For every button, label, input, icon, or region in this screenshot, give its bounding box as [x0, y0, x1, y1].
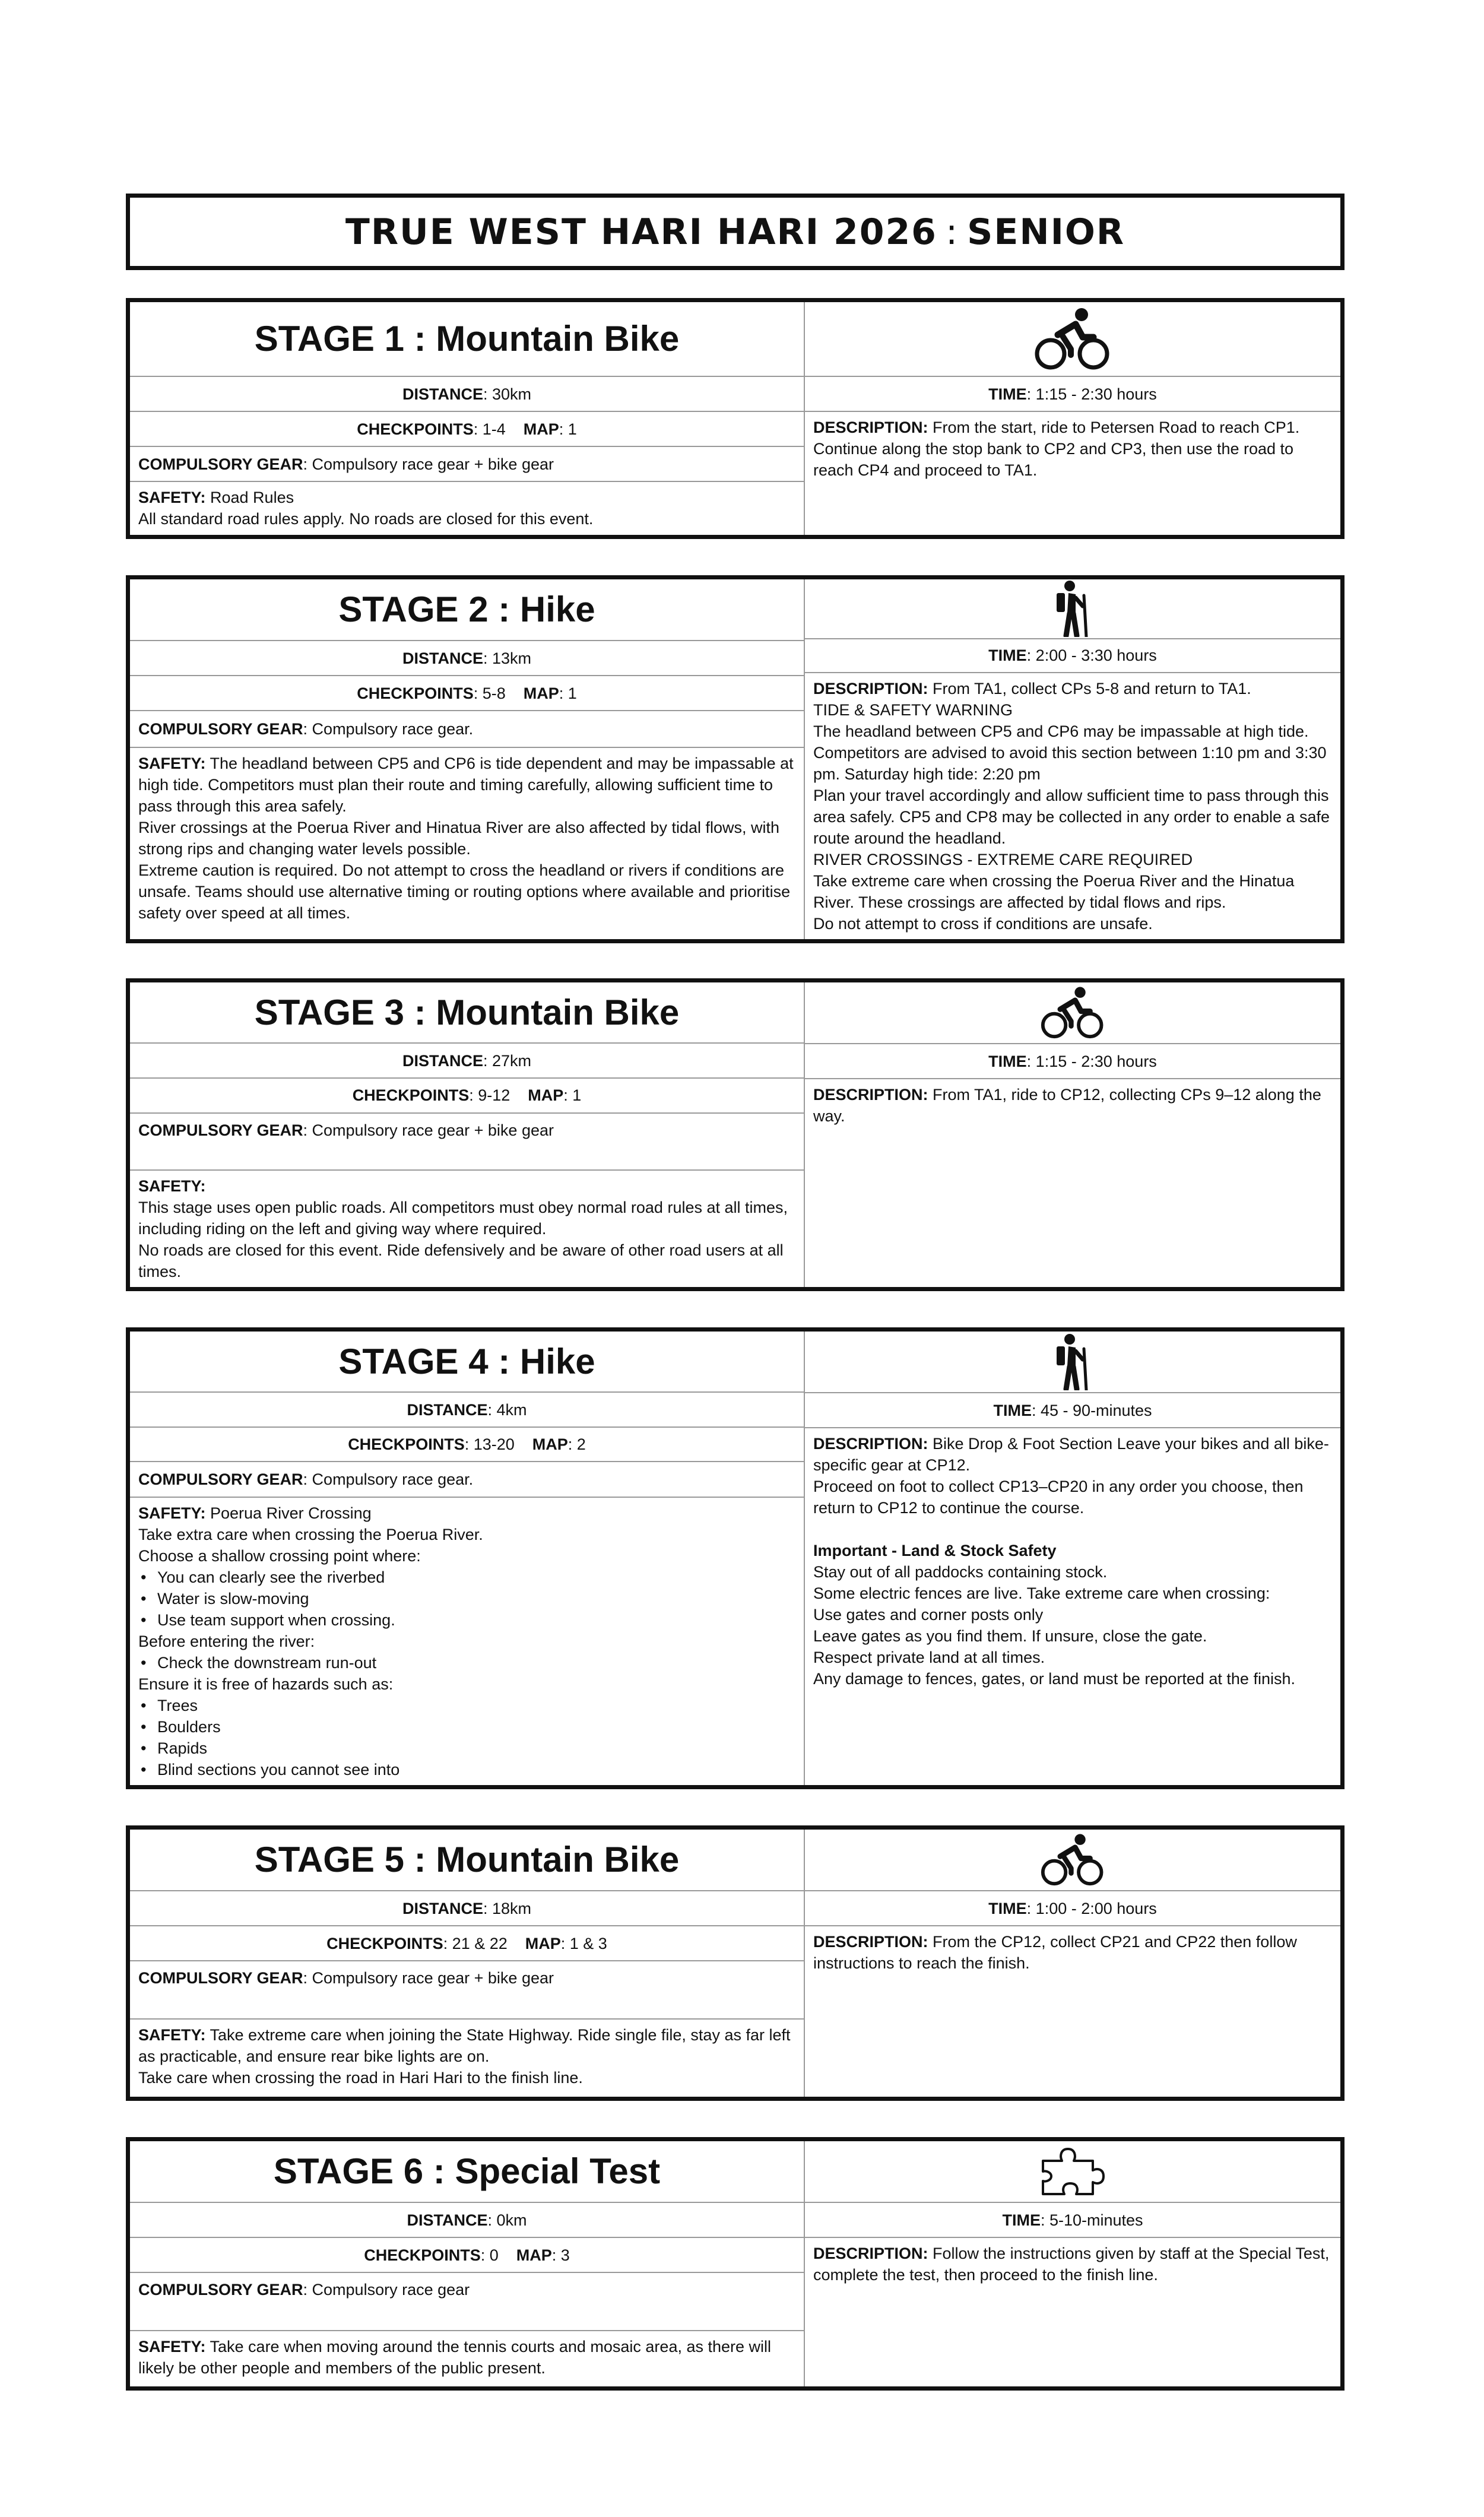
important-line: Stay out of all paddocks containing stock.	[813, 1563, 1108, 1581]
time-value: : 2:00 - 3:30 hours	[1026, 646, 1157, 665]
gear-cell	[130, 446, 804, 481]
time-label: TIME	[988, 1899, 1027, 1917]
safety-text: Road Rules	[205, 489, 294, 506]
checkpoints-label: CHECKPOINTS	[357, 684, 474, 702]
checkpoints-cell	[130, 2237, 804, 2272]
time-cell	[805, 638, 1340, 672]
description-line: TIDE & SAFETY WARNING	[813, 701, 1013, 719]
time-value: : 45 - 90-minutes	[1031, 1401, 1152, 1419]
description-text: Follow the instructions given by staff at the Special Test, complete the test, then proceed to the finish line.	[813, 2245, 1330, 2284]
gear-label: COMPULSORY GEAR	[138, 1121, 303, 1139]
checkpoints-cell	[130, 675, 804, 710]
checkpoints-label: CHECKPOINTS	[357, 420, 474, 438]
list-item: • You can clearly see the riverbed	[138, 1567, 795, 1588]
hiker-icon	[1052, 580, 1093, 637]
stage-title-cell	[130, 1830, 804, 1890]
description-cell	[805, 1427, 1340, 1785]
distance-cell	[130, 640, 804, 675]
list-item: • Blind sections you cannot see into	[138, 1759, 795, 1780]
gear-cell: COMPULSORY GEAR: Compulsory race gear.	[130, 710, 804, 747]
stage-title-cell	[130, 579, 804, 640]
checkpoints-value: : 13-20	[464, 1435, 515, 1454]
safety-cell	[130, 2330, 804, 2386]
description-cell	[805, 411, 1340, 535]
important-line: Use gates and corner posts only	[813, 1606, 1044, 1624]
description-text: Bike Drop & Foot Section Leave your bikes and all bike-specific gear at CP12.	[813, 1435, 1329, 1474]
stage-6	[126, 2137, 1345, 2391]
stage-title: STAGE 4 : Hike	[338, 1341, 595, 1381]
stage-icon-cell	[805, 1332, 1340, 1392]
list-item: • Water is slow-moving	[138, 1588, 795, 1609]
gear-cell	[130, 2272, 804, 2330]
map-value: : 1 & 3	[560, 1934, 607, 1952]
safety-label: SAFETY:	[138, 2026, 206, 2044]
time-cell	[805, 1043, 1340, 1078]
safety-label: SAFETY:	[138, 489, 206, 506]
important-line: Some electric fences are live. Take extreme care when crossing:	[813, 1584, 1270, 1602]
safety-cell	[130, 1497, 804, 1785]
important-title: Important - Land & Stock Safety	[813, 1542, 1057, 1559]
gear-label: COMPULSORY GEAR	[138, 2281, 303, 2299]
gear-value: Compulsory race gear.	[307, 720, 474, 738]
description-cell	[805, 672, 1340, 939]
stage-title: STAGE 6 : Special Test	[273, 2151, 661, 2191]
description-text: From the start, ride to Petersen Road to reach CP1. Continue along the stop bank to CP2 and CP3, then use the road to reach CP4 and proceed to TA1.	[813, 419, 1300, 479]
stage-icon-cell	[805, 302, 1340, 376]
distance-value: : 4km	[487, 1400, 527, 1419]
safety-line: No roads are closed for this event. Ride defensively and be aware of other road users at all times.	[138, 1241, 784, 1281]
map-value: : 1	[559, 420, 577, 438]
safety-label: SAFETY:	[138, 755, 206, 772]
distance-cell	[130, 1042, 804, 1077]
map-label: MAP	[523, 420, 559, 438]
title-separator: :	[945, 211, 959, 253]
stage-title: STAGE 5 : Mountain Bike	[254, 1840, 680, 1879]
description-label: DESCRIPTION:	[813, 419, 928, 436]
safety-line: Before entering the river:	[138, 1632, 315, 1650]
time-cell	[805, 1890, 1340, 1925]
description-line: Plan your travel accordingly and allow sufficient time to pass through this area safely. CP5 and CP8 may be collected in any order to enable a safe route around the headland.	[813, 787, 1330, 847]
time-cell	[805, 1392, 1340, 1427]
title-main: TRUE WEST HARI HARI 2026	[345, 211, 937, 253]
gear-cell	[130, 1112, 804, 1169]
gear-cell	[130, 1960, 804, 2018]
list-item: • Boulders	[138, 1716, 795, 1738]
safety-line: All standard road rules apply. No roads are closed for this event.	[138, 510, 594, 528]
time-value: : 1:00 - 2:00 hours	[1026, 1899, 1157, 1917]
description-line: RIVER CROSSINGS - EXTREME CARE REQUIRED	[813, 851, 1193, 868]
safety-line: Extreme caution is required. Do not attempt to cross the headland or rivers if conditions are unsafe. Teams should use alternative timing or routing options where available and prioritise safety over speed at all times.	[138, 861, 791, 922]
description-text: From TA1, ride to CP12, collecting CPs 9–12 along the way.	[813, 1086, 1321, 1125]
description-cell	[805, 1925, 1340, 2097]
description-label: DESCRIPTION:	[813, 2245, 928, 2262]
checkpoints-cell	[130, 1426, 804, 1462]
map-label: MAP	[516, 2246, 552, 2264]
stage-title: STAGE 1 : Mountain Bike	[254, 319, 680, 359]
checkpoints-value: : 21 & 22	[443, 1934, 508, 1952]
gear-cell: COMPULSORY GEAR: Compulsory race gear.	[130, 1461, 804, 1497]
stage-icon-cell	[805, 2141, 1340, 2202]
description-cell	[805, 2237, 1340, 2386]
safety-line: Ensure it is free of hazards such as:	[138, 1675, 394, 1693]
distance-label: DISTANCE	[402, 1899, 483, 1917]
checkpoints-value: : 1-4	[473, 420, 506, 438]
description-line: Proceed on foot to collect CP13–CP20 in any order you choose, then return to CP12 to continue the course.	[813, 1478, 1304, 1517]
gear-value: : Compulsory race gear + bike gear	[303, 1121, 554, 1139]
important-line: Any damage to fences, gates, or land must be reported at the finish.	[813, 1670, 1295, 1688]
safety-line: River crossings at the Poerua River and Hinatua River are also affected by tidal flows, with strong rips and changing water levels possible.	[138, 819, 780, 858]
list-item: • Use team support when crossing.	[138, 1609, 795, 1631]
checkpoints-value: : 0	[480, 2246, 499, 2264]
safety-line: This stage uses open public roads. All competitors must obey normal road rules at all times, including riding on the left and giving way where required.	[138, 1199, 788, 1238]
safety-text: Take care when moving around the tennis courts and mosaic area, as there will likely be other people and members of the public present.	[138, 2338, 772, 2377]
distance-label: DISTANCE	[407, 1400, 488, 1419]
safety-line: Take extra care when crossing the Poerua River.	[138, 1525, 483, 1543]
stage-1	[126, 298, 1345, 539]
distance-label: DISTANCE	[407, 2211, 488, 2229]
description-line: Do not attempt to cross if conditions are unsafe.	[813, 915, 1153, 933]
safety-text: The headland between CP5 and CP6 is tide dependent and may be impassable at high tide. Competitors must plan their route and timing carefully, allowing sufficient time to pass through this area safely.	[138, 755, 794, 815]
stage-4	[126, 1327, 1345, 1789]
description-line: Take extreme care when crossing the Poerua River and the Hinatua River. These crossings are affected by tidal flows and rips.	[813, 872, 1295, 911]
stage-icon-cell	[805, 1830, 1340, 1890]
checkpoints-cell	[130, 411, 804, 446]
checkpoints-label: CHECKPOINTS	[364, 2246, 481, 2264]
checkpoints-cell	[130, 1077, 804, 1112]
stage-title: STAGE 2 : Hike	[338, 589, 595, 629]
important-line: Leave gates as you find them. If unsure, close the gate.	[813, 1627, 1207, 1645]
checkpoints-label: CHECKPOINTS	[326, 1934, 443, 1952]
distance-cell	[130, 1391, 804, 1426]
time-label: TIME	[988, 1052, 1027, 1070]
checkpoints-value: : 5-8	[473, 684, 506, 702]
document-title	[126, 194, 1345, 270]
safety-text: Poerua River Crossing	[205, 1504, 372, 1522]
map-value: : 2	[567, 1435, 586, 1454]
stage-title-cell	[130, 2141, 804, 2202]
safety-label: SAFETY:	[138, 2338, 206, 2356]
map-label: MAP	[532, 1435, 568, 1454]
distance-cell	[130, 2202, 804, 2237]
stage-icon-cell	[805, 579, 1340, 638]
description-label: DESCRIPTION:	[813, 1933, 928, 1951]
gear-value: : Compulsory race gear + bike gear	[303, 1969, 554, 1987]
gear-label: COMPULSORY GEAR	[138, 1470, 303, 1489]
map-label: MAP	[525, 1934, 561, 1952]
stage-icon-cell	[805, 982, 1340, 1043]
checkpoints-value: : 9-12	[469, 1086, 510, 1105]
safety-cell	[130, 2018, 804, 2097]
distance-label: DISTANCE	[402, 1051, 483, 1070]
gear-label: COMPULSORY GEAR	[138, 720, 303, 738]
hiker-icon	[1052, 1333, 1093, 1390]
safety-line: Take care when crossing the road in Hari Hari to the finish line.	[138, 2069, 583, 2087]
stage-title-cell	[130, 982, 804, 1042]
distance-value: : 27km	[483, 1051, 532, 1070]
gear-value: : Compulsory race gear + bike gear	[303, 455, 554, 473]
stage-3	[126, 978, 1345, 1291]
description-text: From TA1, collect CPs 5-8 and return to TA1.	[928, 680, 1251, 698]
stage-title-cell	[130, 1332, 804, 1391]
checkpoints-label: CHECKPOINTS	[348, 1435, 465, 1454]
gear-label: COMPULSORY GEAR	[138, 455, 303, 473]
gear-value: Compulsory race gear.	[307, 1470, 474, 1489]
time-value: : 1:15 - 2:30 hours	[1026, 1052, 1157, 1070]
gear-value: : Compulsory race gear	[303, 2281, 470, 2299]
description-label: DESCRIPTION:	[813, 1086, 928, 1104]
description-label: DESCRIPTION:	[813, 1435, 928, 1453]
distance-value: : 30km	[483, 385, 532, 403]
title-category: SENIOR	[967, 211, 1125, 253]
distance-label: DISTANCE	[402, 649, 483, 667]
list-item: • Check the downstream run-out	[138, 1652, 795, 1673]
time-label: TIME	[988, 385, 1027, 403]
description-text: From the CP12, collect CP21 and CP22 then follow instructions to reach the finish.	[813, 1933, 1297, 1972]
list-item: • Rapids	[138, 1738, 795, 1759]
description-line: The headland between CP5 and CP6 may be impassable at high tide. Competitors are advised to avoid this section between 1:10 pm and 3:30 pm. Saturday high tide: 2:20 pm	[813, 722, 1327, 783]
stage-5	[126, 1825, 1345, 2101]
puzzle-icon	[1038, 2143, 1107, 2200]
distance-value: : 18km	[483, 1899, 532, 1917]
checkpoints-cell	[130, 1925, 804, 1960]
distance-cell	[130, 1890, 804, 1925]
safety-cell	[130, 1169, 804, 1287]
checkpoints-label: CHECKPOINTS	[352, 1086, 470, 1105]
cyclist-icon	[1040, 985, 1105, 1040]
time-cell	[805, 376, 1340, 411]
important-line: Respect private land at all times.	[813, 1649, 1045, 1666]
map-value: : 3	[551, 2246, 570, 2264]
map-label: MAP	[528, 1086, 564, 1105]
gear-label: COMPULSORY GEAR	[138, 1969, 303, 1987]
safety-text: Take extreme care when joining the State Highway. Ride single file, stay as far left as practicable, and ensure rear bike lights are on.	[138, 2026, 791, 2065]
description-cell	[805, 1078, 1340, 1287]
time-label: TIME	[993, 1401, 1032, 1419]
list-item: • Trees	[138, 1695, 795, 1716]
distance-value: : 13km	[483, 649, 532, 667]
map-value: : 1	[563, 1086, 582, 1105]
safety-cell	[130, 747, 804, 939]
time-label: TIME	[1002, 2211, 1041, 2229]
description-label: DESCRIPTION:	[813, 680, 928, 698]
time-value: : 1:15 - 2:30 hours	[1026, 385, 1157, 403]
distance-cell	[130, 376, 804, 411]
cyclist-icon	[1034, 306, 1111, 372]
time-label: TIME	[988, 646, 1027, 665]
title-text	[345, 211, 1125, 253]
time-cell	[805, 2202, 1340, 2237]
safety-label: SAFETY:	[138, 1177, 206, 1196]
time-value: : 5-10-minutes	[1040, 2211, 1143, 2229]
map-value: : 1	[559, 684, 577, 702]
safety-cell	[130, 481, 804, 535]
map-label: MAP	[523, 684, 559, 702]
stage-title: STAGE 3 : Mountain Bike	[254, 992, 680, 1032]
safety-line: Choose a shallow crossing point where:	[138, 1546, 421, 1565]
cyclist-icon	[1040, 1833, 1105, 1887]
distance-label: DISTANCE	[402, 385, 483, 403]
distance-value: : 0km	[487, 2211, 527, 2229]
stage-2	[126, 575, 1345, 943]
stage-title-cell	[130, 302, 804, 376]
safety-label: SAFETY:	[138, 1504, 206, 1522]
